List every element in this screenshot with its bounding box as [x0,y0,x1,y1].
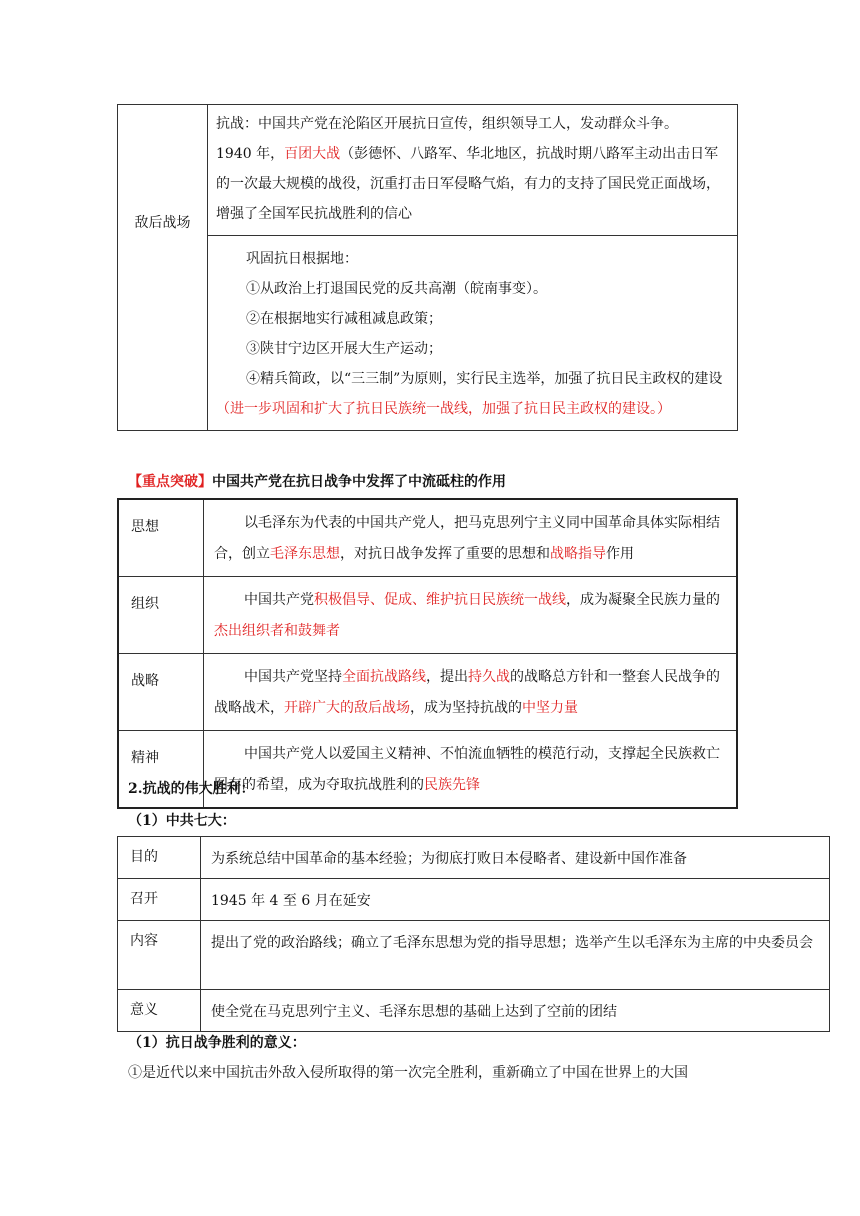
hundred-regiments-detail: （彭德怀、八路军、华北地区，抗战时期八路军主动出击日军的一次最大规模的战役，沉重打击日军侵略气焰，有力的支持了国民党正面战场，增强了全国军民抗战胜利的信心 [216,146,720,222]
role-text: 以毛泽东为代表的中国共产党人，把马克思列宁主义同中国革命具体实际相结合，创立 [214,515,720,562]
role-highlight: 民族先锋 [424,777,480,793]
role-text: 的战略总方针和一整套人民战争的战略战术， [214,669,720,716]
base-areas-cell [208,236,738,431]
role-text: 作用 [606,546,634,562]
base-areas-title: 巩固抗日根据地： [246,251,358,267]
role-text: 中国共产党 [244,592,314,608]
role-highlight: 积极倡导、促成、维护抗日民族统一战线 [314,592,566,608]
section-2-heading: 2.抗战的伟大胜利： [128,781,255,797]
congress-label-content: 内容 [118,921,201,990]
key-breakthrough-tag: 【重点突破】 [128,474,212,490]
role-text: ，提出 [426,669,468,685]
role-text: ，成为凝聚全民族力量的 [566,592,720,608]
hundred-regiments-year: 1940 年， [216,146,285,162]
congress-label-held: 召开 [118,879,201,921]
base-areas-item-2: ②在根据地实行减租减息政策； [246,311,442,327]
key-breakthrough-heading [128,471,506,491]
role-text: 中国共产党坚持 [244,669,342,685]
role-label-spirit: 精神 [118,731,204,809]
rear-battlefield-table [117,104,738,431]
congress-value-held: 1945 年 4 至 6 月在延安 [201,879,830,921]
victory-significance-heading: （1）抗日战争胜利的意义： [128,1035,306,1051]
base-areas-item-4-note: （进一步巩固和扩大了抗日民族统一战线，加强了抗日民主政权的建设。） [216,401,671,417]
congress-label-purpose: 目的 [118,837,201,879]
role-text: ，对抗日战争发挥了重要的思想和 [340,546,550,562]
role-highlight: 开辟广大的敌后战场 [284,700,410,716]
congress-value-purpose: 为系统总结中国革命的基本经验；为彻底打败日本侵略者、建设新中国作准备 [201,837,830,879]
hundred-regiments-paragraph [216,139,729,229]
key-breakthrough-text: 中国共产党在抗日战争中发挥了中流砥柱的作用 [212,474,506,490]
role-text: 中国共产党人以爱国主义精神、不怕流血牺牲的模范行动，支撑起全民族救亡图存的希望，成为夺取抗战胜利的 [214,746,720,793]
hundred-regiments-keyword: 百团大战 [284,146,341,162]
role-label-strategy: 战略 [118,654,204,731]
ccp-role-table [117,498,738,809]
role-highlight: 中坚力量 [522,700,578,716]
role-highlight: 持久战 [468,669,510,685]
role-content-strategy [204,654,738,731]
role-highlight: 全面抗战路线 [342,669,426,685]
role-highlight: 杰出组织者和鼓舞者 [214,623,340,639]
base-areas-item-4 [216,364,729,424]
rear-battlefield-label: 敌后战场 [134,214,191,231]
seventh-congress-table [117,836,830,1032]
congress-value-content: 提出了党的政治路线；确立了毛泽东思想为党的指导思想；选举产生以毛泽东为主席的中央委员会 [201,921,830,990]
role-label-ideology: 思想 [118,499,204,577]
hundred-regiments-cell [208,105,738,236]
base-areas-item-1: ①从政治上打退国民党的反共高潮（皖南事变）。 [246,281,547,297]
rear-battlefield-label-cell [118,105,208,431]
base-areas-item-3: ③陕甘宁边区开展大生产运动； [246,341,442,357]
victory-significance-item-1: ①是近代以来中国抗击外敌入侵所取得的第一次完全胜利，重新确立了中国在世界上的大国 [128,1065,688,1081]
propaganda-line: 抗战：中国共产党在沦陷区开展抗日宣传，组织领导工人，发动群众斗争。 [216,116,678,132]
role-highlight: 战略指导 [550,546,606,562]
role-highlight: 毛泽东思想 [270,546,340,562]
role-content-spirit [204,731,738,809]
role-content-ideology [204,499,738,577]
role-label-organization: 组织 [118,577,204,654]
seventh-congress-heading: （1）中共七大： [128,813,236,829]
role-text: ，成为坚持抗战的 [410,700,522,716]
base-areas-item-4-text: ④精兵简政，以“三三制”为原则，实行民主选举，加强了抗日民主政权的建设 [246,371,723,387]
role-content-organization [204,577,738,654]
congress-label-significance: 意义 [118,990,201,1032]
congress-value-significance: 使全党在马克思列宁主义、毛泽东思想的基础上达到了空前的团结 [201,990,830,1032]
